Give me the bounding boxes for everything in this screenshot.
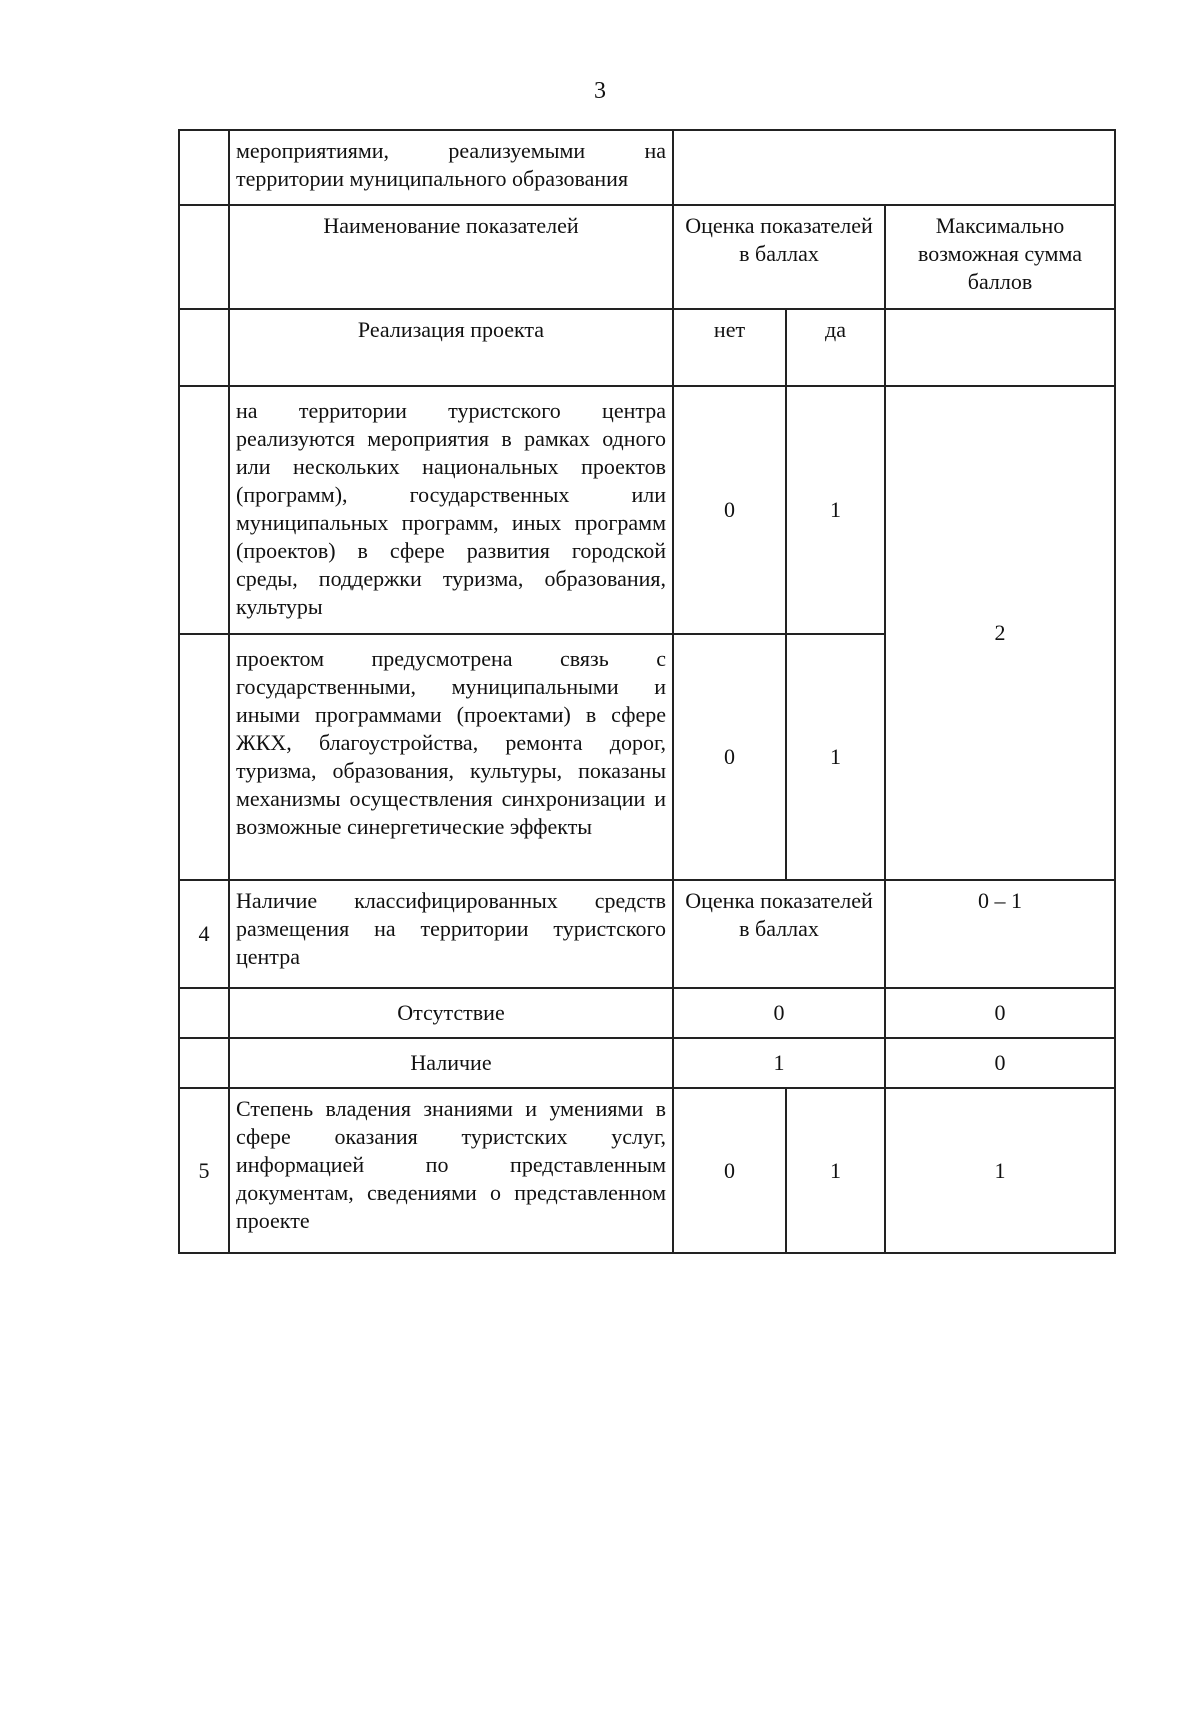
row-number-cell xyxy=(179,205,229,309)
table-row-option xyxy=(179,1038,1115,1088)
option-max: 0 xyxy=(885,1038,1115,1088)
row-number-cell xyxy=(179,1038,229,1088)
row-number-cell xyxy=(179,988,229,1038)
criterion-text: на территории туристского центра реализуются мероприятия в рамках одного или нескольких национальных проектов (программ), государственных или муниципальных программ, иных программ (проектов) в сфере развития городской среды, поддержки туризма, образования, культуры xyxy=(229,386,673,634)
row-number-cell xyxy=(179,386,229,634)
criteria-table xyxy=(178,129,1116,1254)
page-number: 3 xyxy=(594,78,606,104)
criterion-text: проектом предусмотрена связь с государственными, муниципальными и иными программами (проектами) в сфере ЖКХ, благоустройства, ремонта дорог, туризма, образования, культуры, показаны механизмы осуществления синхронизации и возможные синергетические эффекты xyxy=(229,634,673,880)
option-label: Наличие xyxy=(229,1038,673,1088)
table-row-5 xyxy=(179,1088,1115,1253)
continuation-text: мероприятиями, реализуемыми на территории муниципального образования xyxy=(229,130,673,205)
row4-text: Наличие классифицированных средств размещения на территории туристского центра xyxy=(229,880,673,988)
header-indicator-name: Наименование показателей xyxy=(229,205,673,309)
criterion-no-score: 0 xyxy=(673,634,786,880)
criteria-max-sum: 2 xyxy=(885,386,1115,880)
criterion-no-score: 0 xyxy=(673,386,786,634)
empty-cell xyxy=(673,130,1115,205)
row4-max: 0 – 1 xyxy=(885,880,1115,988)
row4-score: Оценка показателей в баллах xyxy=(673,880,885,988)
empty-cell xyxy=(885,309,1115,386)
option-label: Отсутствие xyxy=(229,988,673,1038)
row5-text: Степень владения знаниями и умениями в сфере оказания туристских услуг, информацией по представленным документам, сведениями о представленном проекте xyxy=(229,1088,673,1253)
row-number-cell xyxy=(179,634,229,880)
table-row-criterion xyxy=(179,386,1115,634)
table-row-continuation xyxy=(179,130,1115,205)
row-number: 5 xyxy=(179,1088,229,1253)
option-score: 0 xyxy=(673,988,885,1038)
option-score: 1 xyxy=(673,1038,885,1088)
row5-no-score: 0 xyxy=(673,1088,786,1253)
option-max: 0 xyxy=(885,988,1115,1038)
row-number: 4 xyxy=(179,880,229,988)
project-label: Реализация проекта xyxy=(229,309,673,386)
criterion-yes-score: 1 xyxy=(786,386,885,634)
table-row-project xyxy=(179,309,1115,386)
criterion-yes-score: 1 xyxy=(786,634,885,880)
table-row-4 xyxy=(179,880,1115,988)
row-number-cell xyxy=(179,309,229,386)
project-no-label: нет xyxy=(673,309,786,386)
table-row-option xyxy=(179,988,1115,1038)
table-header-row xyxy=(179,205,1115,309)
header-max-sum: Максимально возможная сумма баллов xyxy=(885,205,1115,309)
row-number-cell xyxy=(179,130,229,205)
row5-max: 1 xyxy=(885,1088,1115,1253)
header-score: Оценка показателей в баллах xyxy=(673,205,885,309)
row5-yes-score: 1 xyxy=(786,1088,885,1253)
project-yes-label: да xyxy=(786,309,885,386)
